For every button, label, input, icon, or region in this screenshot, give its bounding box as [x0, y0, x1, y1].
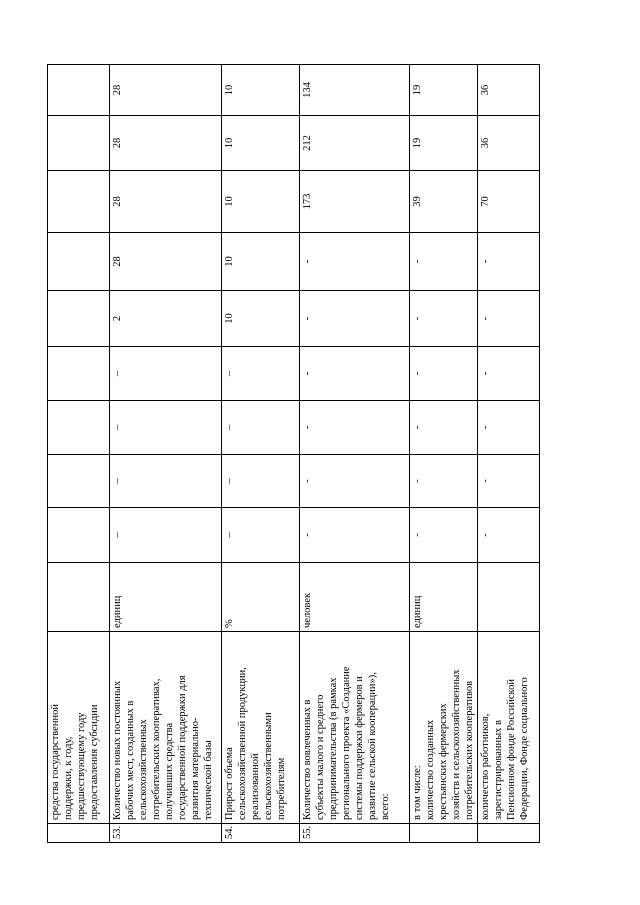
value-cell — [48, 65, 110, 116]
unit-of-measure: % — [222, 563, 300, 632]
indicator-name-line: сельскохозяйственной продукции, — [237, 667, 248, 820]
indicator-name — [300, 632, 410, 824]
table-row — [110, 65, 222, 843]
indicator-name-line: количество работников, — [480, 713, 491, 820]
value-cell: – — [110, 455, 222, 508]
indicator-name-line: крестьянских фермерских — [438, 703, 449, 820]
indicator-name-line: Федерации, Фонде социального — [519, 677, 530, 820]
indicator-name-line: предпринимательства (в рамках — [328, 677, 339, 820]
value-cell: – — [222, 401, 300, 455]
table-row — [478, 65, 540, 843]
value-cell — [48, 455, 110, 508]
table-row — [222, 65, 300, 843]
indicator-name-line: предшествующему году — [76, 712, 87, 820]
value-cell: 10 — [222, 116, 300, 171]
value-cell: - — [478, 233, 540, 291]
indicators-table — [47, 64, 540, 843]
row-number — [478, 824, 540, 843]
value-cell: - — [300, 291, 410, 347]
indicator-name — [110, 632, 222, 824]
value-cell: 10 — [222, 171, 300, 233]
indicator-name-line: сельскохозяйственными — [263, 712, 274, 820]
row-number — [410, 824, 478, 843]
indicator-name-line: рабочих мест, созданных в — [125, 700, 136, 820]
indicator-name-line: хозяйств и сельскохозяйственных — [451, 669, 462, 820]
value-cell: 134 — [300, 65, 410, 116]
value-cell: - — [300, 508, 410, 563]
indicator-name-line: всего: — [380, 793, 391, 820]
indicator-name-line: развитие сельской кооперации»), — [367, 672, 378, 820]
value-cell: - — [478, 455, 540, 508]
value-cell: - — [478, 291, 540, 347]
indicator-name-line: регионального проекта «Создание — [341, 666, 352, 820]
indicator-name-line: Количество новых постоянных — [112, 680, 123, 820]
value-cell — [48, 116, 110, 171]
indicator-name-line: сельскохозяйственных — [138, 719, 149, 820]
value-cell — [48, 347, 110, 401]
value-cell: - — [410, 455, 478, 508]
value-cell: – — [222, 508, 300, 563]
table-row — [410, 65, 478, 843]
indicator-name-line: поддержки, к году, — [63, 736, 74, 820]
indicator-name-line: количество созданных — [425, 719, 436, 820]
unit-of-measure — [48, 563, 110, 632]
unit-of-measure — [478, 563, 540, 632]
unit-of-measure: человек — [300, 563, 410, 632]
value-cell: 10 — [222, 291, 300, 347]
indicator-name-line: развития материально- — [190, 717, 201, 820]
indicator-name-line: системы поддержки фермеров и — [354, 676, 365, 820]
indicator-name-line: зарегистрированных в — [493, 720, 504, 820]
value-cell: 212 — [300, 116, 410, 171]
indicator-name-line: технической базы — [203, 740, 214, 820]
value-cell: 10 — [222, 65, 300, 116]
indicator-name-line: потребительских кооперативах, — [151, 678, 162, 820]
value-cell: 36 — [478, 116, 540, 171]
indicator-name-line: Количество вовлеченных в — [302, 699, 313, 820]
indicator-name-line: субъекты малого и среднего — [315, 694, 326, 820]
value-cell: - — [410, 401, 478, 455]
value-cell: 28 — [110, 233, 222, 291]
row-number: 53. — [110, 824, 222, 843]
value-cell: 19 — [410, 116, 478, 171]
rotated-table-page — [47, 65, 539, 843]
indicator-name-line: Пенсионном фонде Российской — [506, 679, 517, 820]
value-cell — [48, 401, 110, 455]
value-cell — [48, 291, 110, 347]
indicator-name — [222, 632, 300, 824]
value-cell: - — [300, 347, 410, 401]
value-cell: - — [300, 455, 410, 508]
value-cell: – — [110, 347, 222, 401]
value-cell: - — [410, 233, 478, 291]
indicator-name-line: в том числе: — [412, 765, 423, 820]
indicator-name-line: средства государственной — [50, 704, 61, 820]
value-cell: 2 — [110, 291, 222, 347]
indicator-name-line: государственной поддержки для — [177, 675, 188, 820]
unit-of-measure: единиц — [410, 563, 478, 632]
value-cell: - — [300, 233, 410, 291]
table-row — [48, 65, 110, 843]
indicator-name-line: реализованной — [250, 753, 261, 820]
value-cell — [48, 233, 110, 291]
row-number: 54. — [222, 824, 300, 843]
value-cell: - — [478, 508, 540, 563]
table-row — [300, 65, 410, 843]
value-cell: – — [222, 455, 300, 508]
value-cell: 36 — [478, 65, 540, 116]
row-number: 55. — [300, 824, 410, 843]
indicator-name-line: потребительских кооперативов — [464, 680, 475, 820]
value-cell: 28 — [110, 171, 222, 233]
value-cell: - — [410, 291, 478, 347]
value-cell: 39 — [410, 171, 478, 233]
indicator-name — [48, 632, 110, 824]
value-cell: 19 — [410, 65, 478, 116]
value-cell: - — [478, 401, 540, 455]
value-cell: - — [410, 508, 478, 563]
value-cell: 28 — [110, 65, 222, 116]
value-cell: – — [222, 347, 300, 401]
row-number — [48, 824, 110, 843]
indicator-name — [478, 632, 540, 824]
indicator-name-line: предоставления субсидии — [89, 704, 100, 820]
value-cell: – — [110, 401, 222, 455]
value-cell: - — [478, 347, 540, 401]
value-cell: 10 — [222, 233, 300, 291]
indicator-name — [410, 632, 478, 824]
value-cell: 28 — [110, 116, 222, 171]
value-cell: - — [300, 401, 410, 455]
indicator-name-line: потребителям — [276, 757, 287, 820]
value-cell — [48, 171, 110, 233]
indicator-name-line: Прирост объема — [224, 747, 235, 820]
unit-of-measure: единиц — [110, 563, 222, 632]
value-cell: 173 — [300, 171, 410, 233]
value-cell: 70 — [478, 171, 540, 233]
value-cell: – — [110, 508, 222, 563]
indicator-name-line: получивших средства — [164, 722, 175, 820]
value-cell: - — [410, 347, 478, 401]
table-body — [48, 65, 540, 843]
value-cell — [48, 508, 110, 563]
